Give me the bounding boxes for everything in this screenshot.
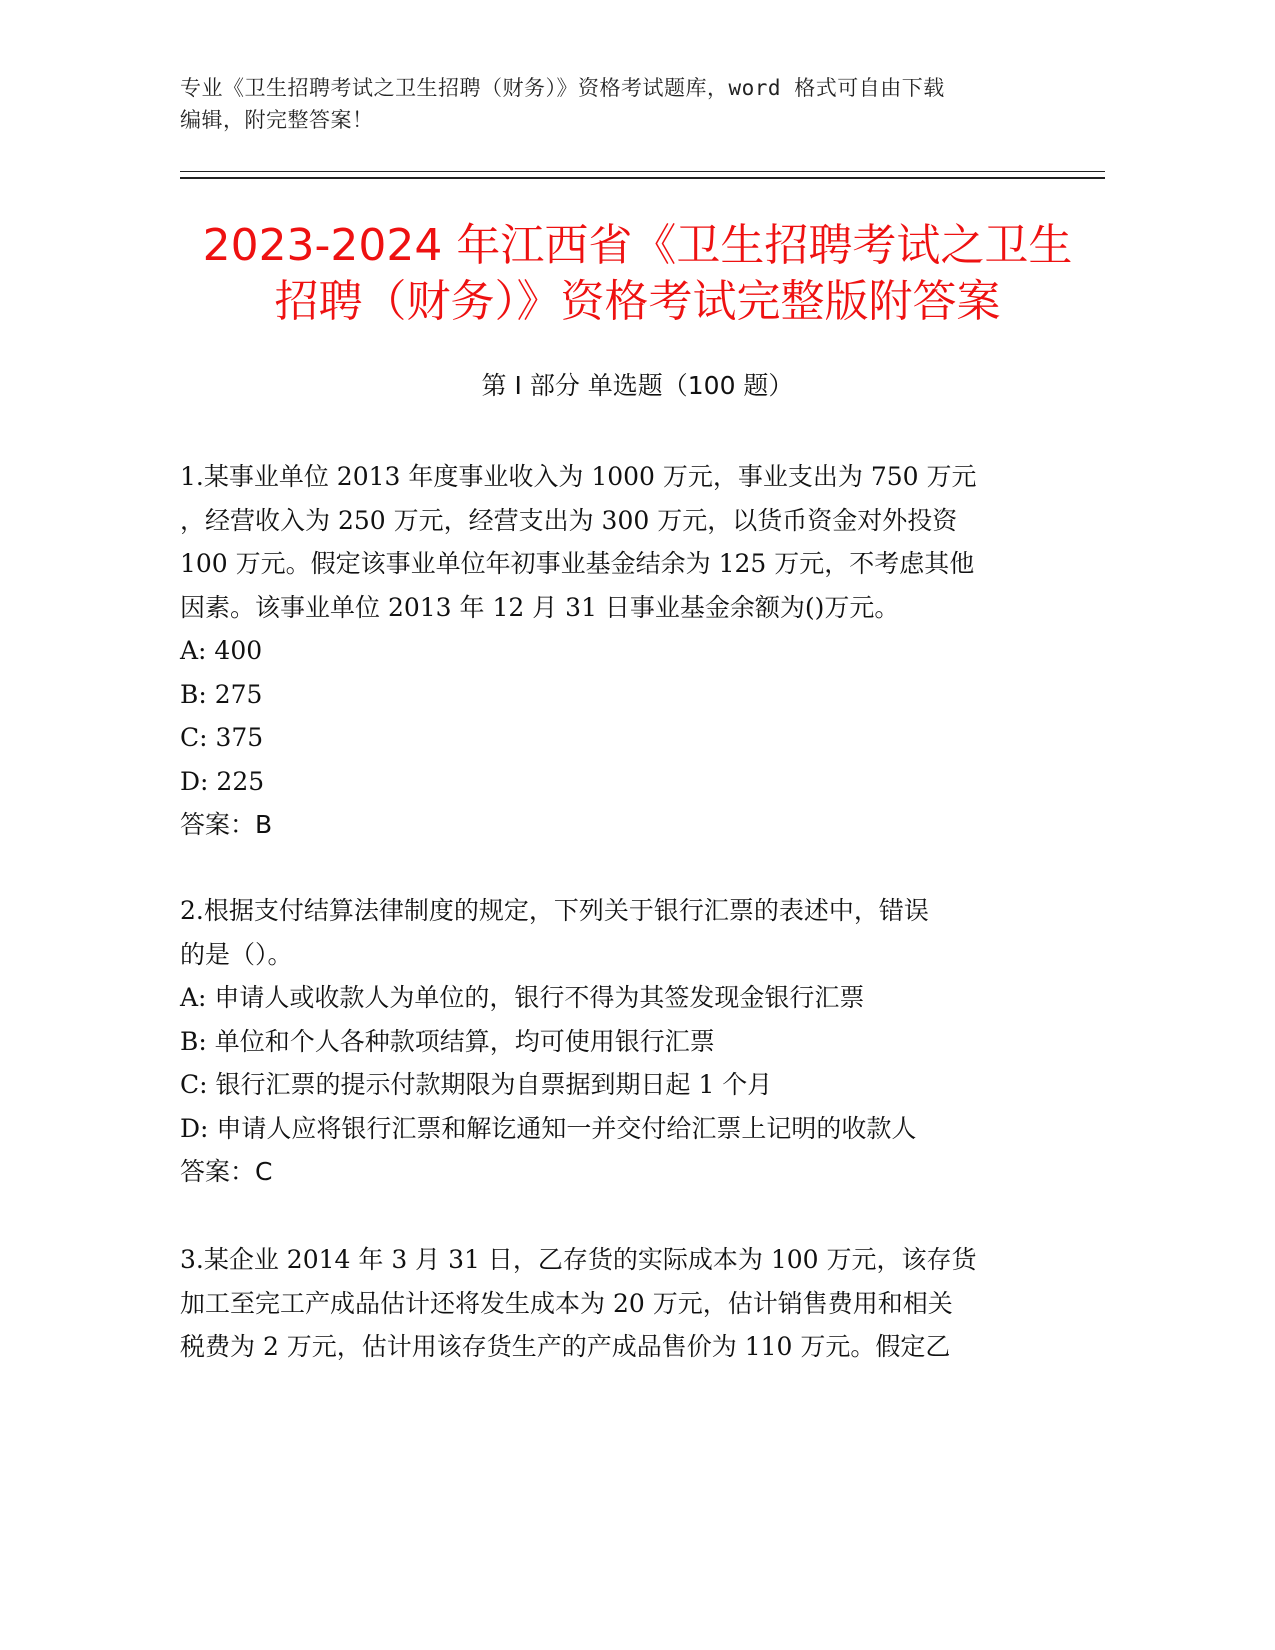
question-stem-line: 1.某事业单位 2013 年度事业收入为 1000 万元，事业支出为 750 万元	[180, 462, 977, 491]
question-stem-line: 因素。该事业单位 2013 年 12 月 31 日事业基金余额为()万元。	[180, 592, 900, 622]
question-stem-line: 3.某企业 2014 年 3 月 31 日，乙存货的实际成本为 100 万元，该存货	[180, 1245, 977, 1274]
header-note	[180, 72, 1040, 136]
option-c: C: 375	[180, 723, 264, 752]
question-stem-line: 2.根据支付结算法律制度的规定，下列关于银行汇票的表述中，错误	[180, 896, 929, 925]
option-d: D: 225	[180, 766, 265, 796]
option-b: B: 275	[180, 679, 263, 709]
header-note-line-1: 专业《卫生招聘考试之卫生招聘（财务）》资格考试题库，word 格式可自由下载	[180, 76, 945, 100]
answer: 答案：C	[180, 1157, 273, 1186]
section-title: 第 I 部分 单选题（100 题）	[481, 371, 794, 400]
question-stem-line: 100 万元。假定该事业单位年初事业基金结余为 125 万元，不考虑其他	[180, 549, 975, 578]
question-1	[180, 455, 1050, 847]
answer: 答案：B	[180, 810, 273, 839]
option-a: A: 400	[180, 636, 263, 665]
question-stem-line: 税费为 2 万元，估计用该存货生产的产成品售价为 110 万元。假定乙	[180, 1332, 951, 1361]
option-b: B: 单位和个人各种款项结算，均可使用银行汇票	[180, 1026, 715, 1056]
option-c: C: 银行汇票的提示付款期限为自票据到期日起 1 个月	[180, 1070, 773, 1099]
document-title-line-2: 招聘（财务）》资格考试完整版附答案	[274, 276, 1001, 327]
question-2	[180, 889, 1050, 1194]
option-a: A: 申请人或收款人为单位的，银行不得为其签发现金银行汇票	[180, 983, 865, 1012]
header-divider-thin	[180, 171, 1105, 172]
question-stem-line: 的是（）。	[180, 939, 293, 969]
header-divider-thick	[180, 177, 1105, 179]
document-title-line-1: 2023-2024 年江西省《卫生招聘考试之卫生	[202, 220, 1073, 271]
document-title	[150, 218, 1125, 330]
option-d: D: 申请人应将银行汇票和解讫通知一并交付给汇票上记明的收款人	[180, 1113, 917, 1143]
question-stem-line: ，经营收入为 250 万元，经营支出为 300 万元，以货币资金对外投资	[180, 505, 958, 535]
header-note-line-2: 编辑，附完整答案！	[180, 108, 374, 132]
question-stem-line: 加工至完工产成品估计还将发生成本为 20 万元，估计销售费用和相关	[180, 1288, 953, 1318]
question-3	[180, 1238, 1050, 1369]
